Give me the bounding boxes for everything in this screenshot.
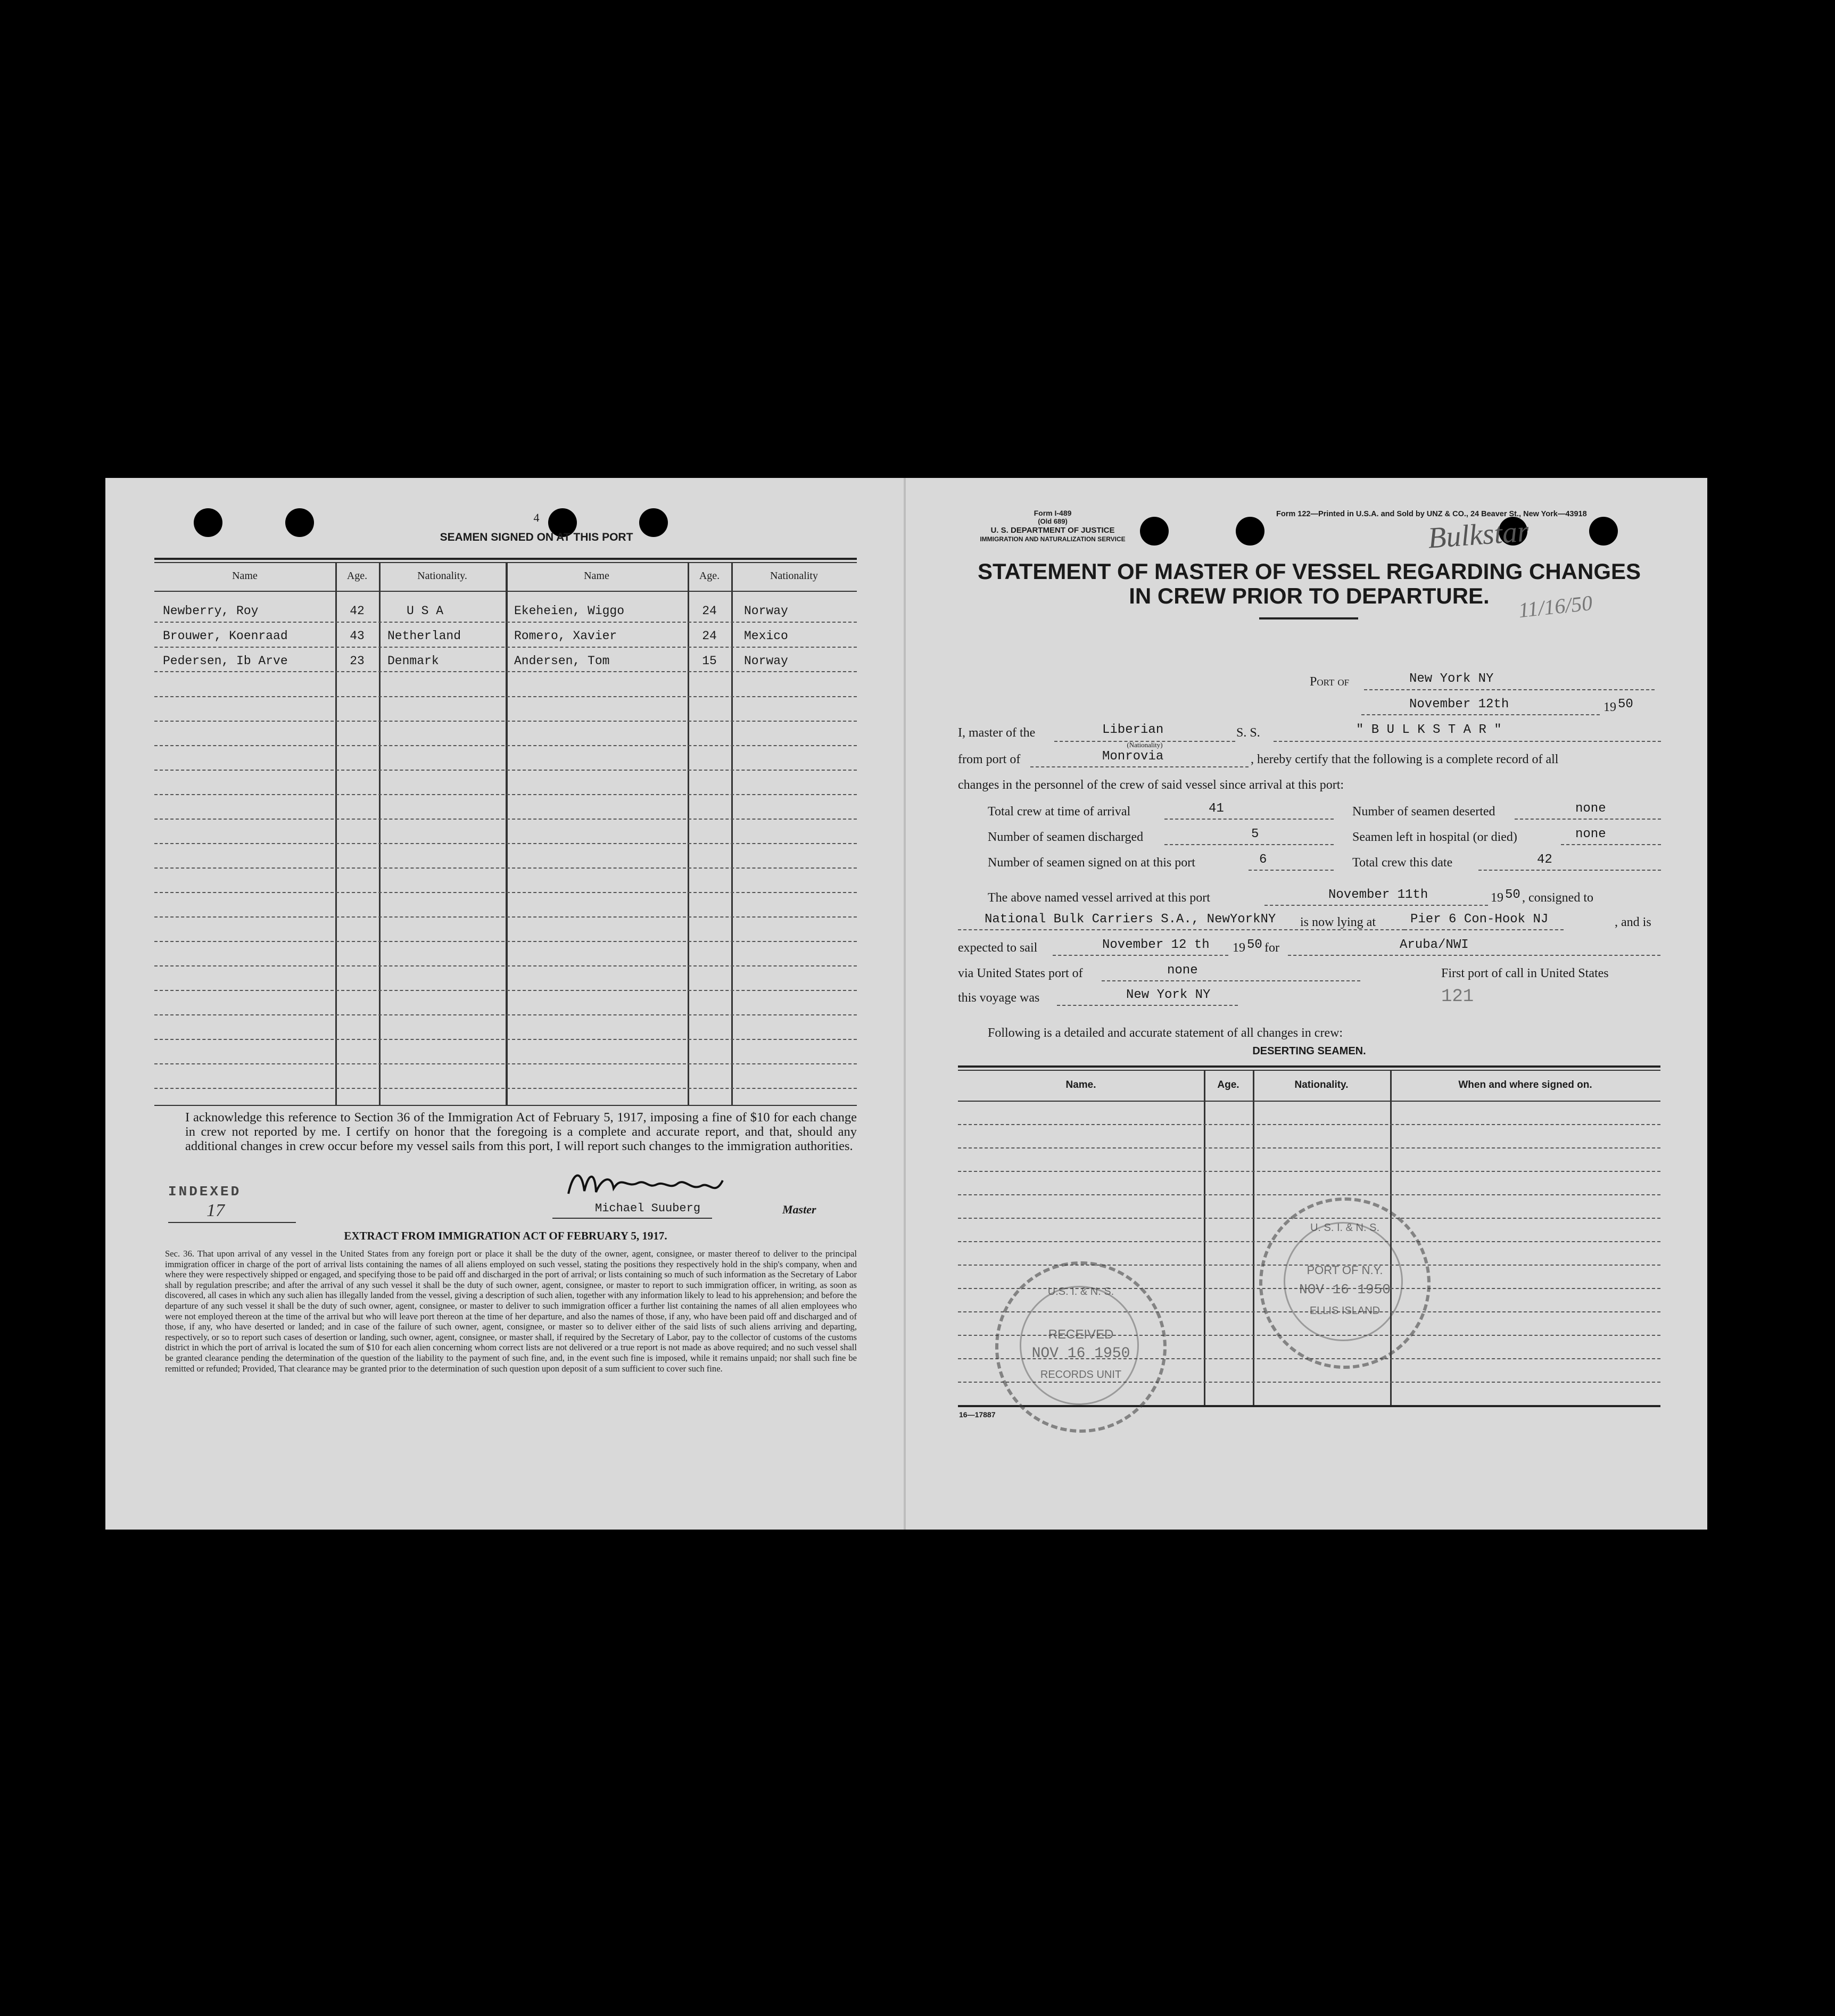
master-of-label: I, master of the [958,726,1036,740]
from-port-label: from port of [958,753,1021,766]
destination-value: Aruba/NWI [1400,938,1469,952]
extract-title: EXTRACT FROM IMMIGRATION ACT OF FEBRUARY 5, 1917. [344,1229,667,1242]
punch-hole [285,508,314,537]
extract-text: Sec. 36. That upon arrival of any vessel in the United States from any foreign port or place it shall be the duty of the owner, agent, consignee, or master thereof to deliver to the principal immigration officer in charge of the port of arrival lists containing the names of all aliens employed on such vessel, stating the positions they respectively hold in the ship's company, when and where they were respectively shipped or engaged, and specifying those to be paid off and discharged in the port of arrival; or lists containing so much of such information as the Secretary of Labor shall by regulation prescribe; and after the arrival of any such vessel it shall be the duty of such owner, agent, consignee, or master to report to such immigration officer, in writing, as soon as discovered, all cases in which any such alien has illegally landed from the vessel, giving a description of such alien, together with any information likely to lead to his apprehension; and before the departure of any such vessel it shall be the duty of such owner, agent, consignee, or master to deliver to such immigration officer a further list containing the names of all alien employees who were not employed thereon at the time of the arrival but who will leave port thereon at the time of her departure, and also the names of those, if any, who have been paid off and discharged and of those, if any, who have deserted or landed; and in case of the failure of such owner, agent, consignee, or master so to deliver either of the said lists of such aliens arriving and departing, respectively, or so to report such cases of desertion or landing, such owner, agent, consignee, or master shall, if required by the Secretary of Labor, pay to the collector of customs of the customs district in which the port of arrival is located the sum of $10 for each alien concerning whom correct lists are not delivered or a true report is not made as above required; and no such vessel shall be granted clearance pending the determination of the question of the liability to the payment of such fine, and, in the event such fine is imposed, while it remains unpaid; nor shall such fine be remitted or refunded; Provided, That clearance may be granted prior to the determination of such question upon deposit of a sum sufficient to cover such fine. [165,1249,857,1374]
year-value: 50 [1618,697,1633,712]
deserted-value: none [1575,802,1606,816]
seaman-nationality: Netherland [387,629,461,643]
seaman-nationality: Norway [744,604,788,618]
total-date-label: Total crew this date [1352,856,1453,870]
signed-on-value: 6 [1259,853,1267,867]
seaman-name: Ekeheien, Wiggo [514,604,625,618]
arrived-year: 50 [1505,888,1520,902]
department: U. S. DEPARTMENT OF JUSTICE [990,526,1115,535]
deserting-col-nationality: Nationality. [1294,1079,1349,1090]
col-header-nationality: Nationality. [417,570,467,582]
discharged-label: Number of seamen discharged [988,830,1144,844]
seaman-age: 15 [702,654,717,668]
lying-label: is now lying at [1300,915,1376,929]
handwritten-date: 11/16/50 [1517,590,1594,623]
deserting-col-age: Age. [1217,1079,1239,1090]
hospital-label: Seamen left in hospital (or died) [1352,830,1517,844]
seaman-age: 43 [350,629,365,643]
master-label: Master [782,1203,816,1216]
signature-name: Michael Suuberg [595,1202,701,1215]
voyage-value: New York NY [1126,988,1211,1002]
service: IMMIGRATION AND NATURALIZATION SERVICE [980,535,1126,543]
nationality-value: Liberian [1102,723,1164,737]
arrived-year-prefix: 19 [1491,891,1503,905]
arrived-value: November 11th [1328,888,1428,902]
seaman-nationality: Denmark [387,654,439,668]
col-header-name-2: Name [584,570,609,582]
certify-text: , hereby certify that the following is a complete record of all [1251,753,1559,766]
expected-value: November 12 th [1102,938,1210,952]
nationality-caption: (Nationality) [1127,741,1163,749]
seaman-name: Newberry, Roy [163,604,259,618]
first-port-label: First port of call in United States [1441,966,1609,980]
via-label: via United States port of [958,966,1083,980]
seaman-age: 23 [350,654,365,668]
expected-label: expected to sail [958,941,1038,955]
punch-hole [1589,517,1618,546]
col-header-age-2: Age. [699,570,720,582]
left-page-title: SEAMEN SIGNED ON AT THIS PORT [440,531,633,543]
total-arrival-label: Total crew at time of arrival [988,805,1131,819]
table-top-rule [154,558,857,560]
seaman-age: 42 [350,604,365,618]
seaman-nationality: Mexico [744,629,788,643]
punch-hole [1236,517,1264,546]
ship-name: " B U L K S T A R " [1356,723,1502,737]
deserting-col-signed-on: When and where signed on. [1458,1079,1592,1090]
form-old: (Old 689) [1038,517,1068,525]
voyage-label: this voyage was [958,991,1040,1005]
footer-code: 16—17887 [959,1410,996,1419]
changes-text: changes in the personnel of the crew of said vessel since arrival at this port: [958,778,1344,792]
deserted-label: Number of seamen deserted [1352,805,1495,819]
punch-hole [1140,517,1169,546]
deserting-col-name: Name. [1065,1079,1096,1090]
punch-hole [194,508,222,537]
signature-mark [563,1164,739,1207]
col-header-nationality-2: Nationality [770,570,818,582]
handwritten-note: Bulkstar [1427,515,1530,555]
discharged-value: 5 [1251,827,1259,841]
port-value: New York NY [1409,672,1494,686]
total-arrival-value: 41 [1209,802,1224,816]
page-number: 4 [533,511,540,524]
consignee-value: National Bulk Carriers S.A., NewYorkNY [985,912,1276,927]
seaman-nationality: Norway [744,654,788,668]
port-stamp: U. S. I. & N. S. PORT OF N.Y. NOV 16 1950 ELLIS ISLAND [1259,1197,1431,1369]
year-prefix: 19 [1603,700,1616,714]
page-fold [904,478,906,1530]
seaman-name: Romero, Xavier [514,629,617,643]
form-title-line1: STATEMENT OF MASTER OF VESSEL REGARDING CHANGES [977,559,1641,584]
lying-value: Pier 6 Con-Hook NJ [1410,912,1549,927]
seaman-name: Brouwer, Koenraad [163,629,288,643]
document-sheet [105,478,1707,1530]
deserting-title: DESERTING SEAMEN. [1252,1045,1366,1057]
col-header-name: Name [232,570,258,582]
expected-year-prefix: 19 [1233,941,1245,955]
indexed-number: 17 [206,1201,225,1220]
total-date-value: 42 [1537,853,1552,867]
seaman-name: Pedersen, Ib Arve [163,654,288,668]
signed-on-label: Number of seamen signed on at this port [988,856,1195,870]
acknowledgement-text: I acknowledge this reference to Section 36 of the Immigration Act of February 5, 1917, imposing a fine of $10 for each change in crew not reported by me. I certify on honor that the foregoing is a complete and accurate report, and that, should any additional changes in crew occur before my vessel sails from this port, I will report such changes to the immigration authorities. [185,1110,857,1153]
via-value: none [1167,963,1198,978]
port-label: Port of [1310,675,1350,689]
arrived-label: The above named vessel arrived at this port [988,891,1210,905]
consigned-label: , consigned to [1522,891,1593,905]
seaman-age: 24 [702,629,717,643]
date-value: November 12th [1409,697,1509,712]
seaman-name: Andersen, Tom [514,654,610,668]
for-label: for [1264,941,1279,955]
received-stamp: U.S. I. & N. S. RECEIVED NOV 16 1950 RECORDS UNIT [995,1261,1167,1433]
and-is-label: , and is [1615,915,1651,929]
expected-year: 50 [1247,938,1262,952]
from-port-value: Monrovia [1102,749,1164,764]
stamped-number: 121 [1441,987,1474,1007]
form-number: Form I-489 [1034,509,1072,517]
following-text: Following is a detailed and accurate statement of all changes in crew: [988,1026,1343,1040]
seaman-nationality: U S A [407,604,444,618]
ss-label: S. S. [1236,726,1260,740]
hospital-value: none [1575,827,1606,841]
printer-note: Form 122—Printed in U.S.A. and Sold by UNZ & CO., 24 Beaver St., New York—43918 [1276,510,1587,518]
indexed-stamp: INDEXED [168,1184,242,1200]
col-header-age: Age. [346,570,368,582]
seaman-age: 24 [702,604,717,618]
form-title-line2: IN CREW PRIOR TO DEPARTURE. [1129,583,1490,608]
